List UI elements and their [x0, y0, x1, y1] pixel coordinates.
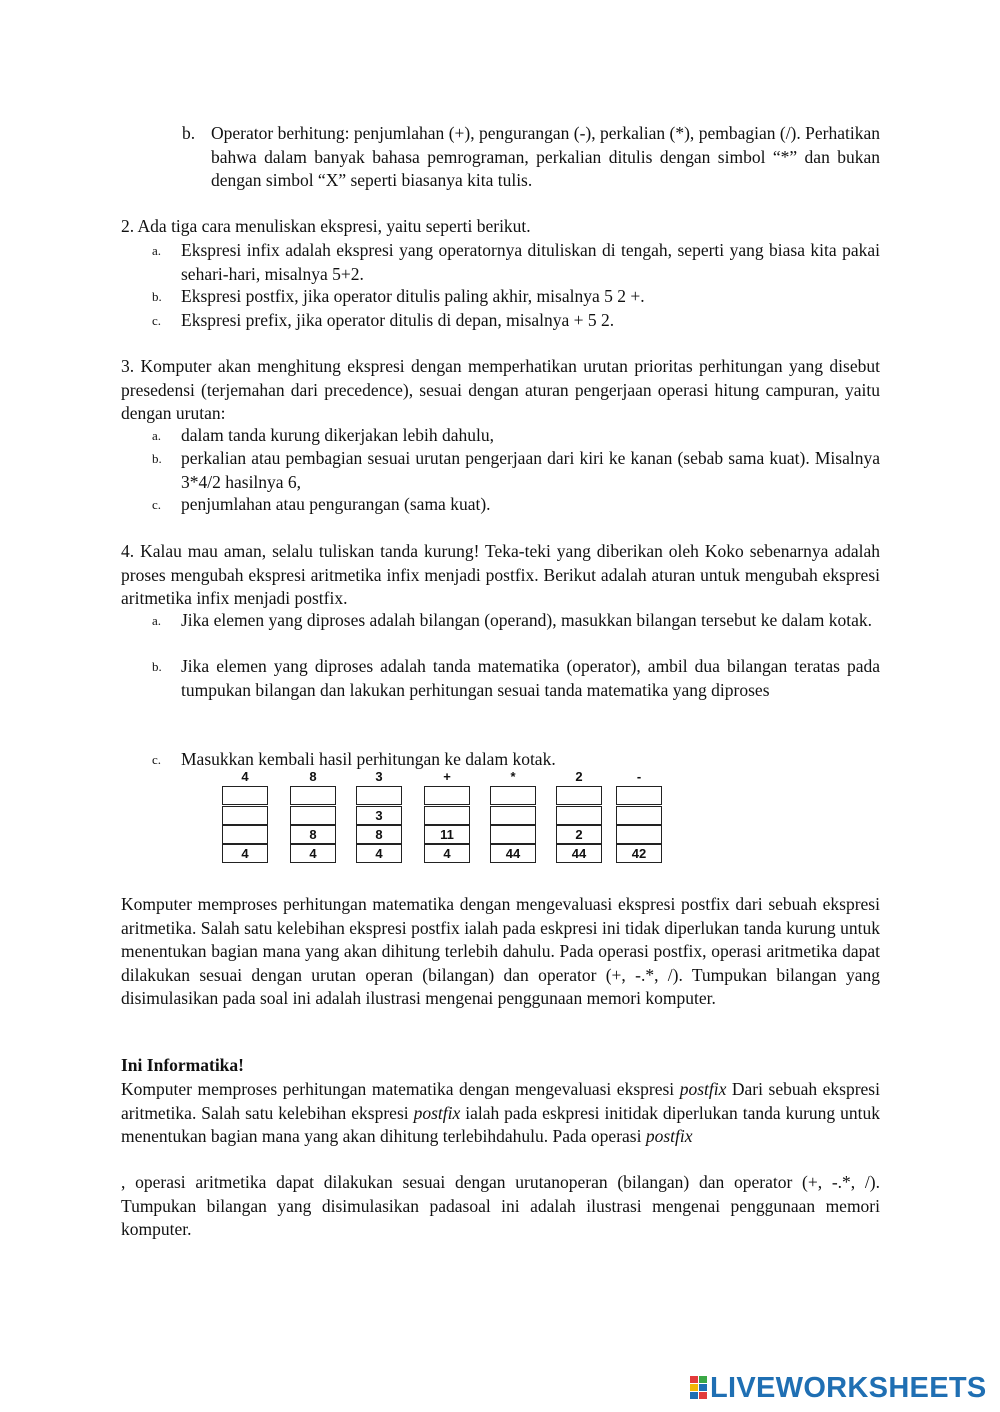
stack-header: *: [510, 769, 516, 784]
stack-cell: 4: [424, 844, 470, 863]
list-marker: a.: [152, 428, 162, 443]
stack-column: [490, 770, 536, 865]
list-item: Jika elemen yang diproses adalah bilangan (operand), masukkan bilangan tersebut ke dalam kotak.: [181, 610, 873, 630]
stack-cell: 44: [556, 844, 602, 863]
informatika-italic: postfix: [413, 1102, 461, 1123]
list-marker: b.: [152, 289, 162, 304]
stack-cell: [356, 786, 402, 805]
stack-cell: [490, 786, 536, 805]
stack-header: 8: [309, 769, 317, 784]
informatika-text: ialah pada eskpresi initidak diperlukan tanda kurung untuk menentukan bagian mana yang akan dihitung terlebihdahulu. Pada operasi: [121, 1102, 880, 1146]
stack-cell: 4: [290, 844, 336, 863]
list-marker: c.: [152, 497, 162, 512]
list-marker: b.: [152, 659, 162, 674]
list-item: perkalian atau pembagian sesuai urutan pengerjaan dari kiri ke kanan (sebab sama kuat). Misalnya 3*4/2 hasilnya 6,: [181, 448, 880, 492]
stack-cell: [490, 825, 536, 844]
stack-cell: [616, 825, 662, 844]
stack-cell: 8: [290, 825, 336, 844]
stack-header: +: [443, 769, 451, 784]
stack-column: [290, 770, 336, 865]
list-item: Ekspresi prefix, jika operator ditulis di depan, misalnya + 5 2.: [181, 310, 615, 330]
stack-cell: [556, 806, 602, 825]
postfix-paragraph: Komputer memproses perhitungan matematika dengan mengevaluasi ekspresi postfix dari sebuah ekspresi aritmetika. Salah satu kelebihan ekspresi postfix ialah pada eskpresi ini tidak diperlukan tanda kurung untuk menentukan bagian mana yang akan dihitung terlebih dahulu. Pada operasi postfix, operasi aritmetika dapat dilakukan sesuai dengan urutan operan (bilangan) dan operator (+, -.*, /). Tumpukan bilangan yang disimulasikan pada soal ini adalah ilustrasi mengenai penggunaan memori komputer.: [121, 894, 880, 1008]
list-item: penjumlahan atau pengurangan (sama kuat).: [181, 494, 491, 514]
list-marker: c.: [152, 752, 162, 767]
list-marker: b.: [182, 123, 196, 143]
stack-column: [222, 770, 268, 865]
stack-cell: 4: [222, 844, 268, 863]
stack-header: 3: [375, 769, 383, 784]
stack-cell: 2: [556, 825, 602, 844]
stack-header: 4: [241, 769, 249, 784]
section-3-intro: 3. Komputer akan menghitung ekspresi dengan memperhatikan urutan prioritas perhitungan yang disebut presedensi (terjemahan dari precedence), sesuai dengan aturan pengerjaan operasi hitung campuran, yaitu dengan urutan:: [121, 356, 880, 423]
list-marker: c.: [152, 313, 162, 328]
stack-cell: 4: [356, 844, 402, 863]
stack-cell: 11: [424, 825, 470, 844]
informatika-paragraph-1: [121, 1078, 880, 1149]
stack-cell: 8: [356, 825, 402, 844]
list-item: dalam tanda kurung dikerjakan lebih dahulu,: [181, 425, 494, 445]
stack-cell: [290, 806, 336, 825]
stack-cell: [424, 786, 470, 805]
stack-cell: 44: [490, 844, 536, 863]
stack-cell: [424, 806, 470, 825]
stack-cell: 3: [356, 806, 402, 825]
list-item: Jika elemen yang diproses adalah tanda matematika (operator), ambil dua bilangan teratas pada tumpukan bilangan dan lakukan perhitungan sesuai tanda matematika yang diproses: [181, 656, 880, 700]
stack-header: 2: [575, 769, 583, 784]
informatika-text: Komputer memproses perhitungan matematika dengan mengevaluasi ekspresi: [121, 1079, 680, 1099]
logo-text: LIVEWORKSHEETS: [710, 1372, 987, 1404]
list-item: Masukkan kembali hasil perhitungan ke dalam kotak.: [181, 749, 556, 769]
stack-cell: [290, 786, 336, 805]
informatika-italic: postfix: [645, 1126, 693, 1146]
stack-column: [556, 770, 602, 865]
list-marker: b.: [152, 451, 162, 466]
informatika-heading: Ini Informatika!: [121, 1055, 244, 1075]
stack-cell: [616, 806, 662, 825]
informatika-paragraph-2: , operasi aritmetika dapat dilakukan sesuai dengan urutanoperan (bilangan) dan operator (+, -.*, /). Tumpukan bilangan yang disimulasikan padasoal ini adalah ilustrasi mengenai penggunaan memori komputer.: [121, 1172, 880, 1239]
stack-figure: [222, 770, 666, 865]
stack-cell: [490, 806, 536, 825]
stack-cell: [222, 825, 268, 844]
list-item: Ekspresi infix adalah ekspresi yang operatornya dituliskan di tengah, seperti yang biasa kita pakai sehari-hari, misalnya 5+2.: [181, 240, 880, 284]
list-item: Ekspresi postfix, jika operator ditulis paling akhir, misalnya 5 2 +.: [181, 286, 645, 306]
list-marker: a.: [152, 613, 162, 628]
stack-column: [616, 770, 662, 865]
stack-cell: 42: [616, 844, 662, 863]
stack-cell: [222, 786, 268, 805]
stack-header: -: [636, 769, 642, 784]
operator-paragraph: Operator berhitung: penjumlahan (+), pengurangan (-), perkalian (*), pembagian (/). Perhatikan bahwa dalam banyak bahasa pemrograman, perkalian ditulis dengan simbol “*” dan bukan dengan simbol “X” seperti biasanya kita tulis.: [211, 123, 880, 190]
stack-cell: [616, 786, 662, 805]
section-4-intro: 4. Kalau mau aman, selalu tuliskan tanda kurung! Teka-teki yang diberikan oleh Koko sebenarnya adalah proses mengubah ekspresi aritmetika infix menjadi postfix. Berikut adalah aturan untuk mengubah ekspresi aritmetika infix menjadi postfix.: [121, 541, 880, 608]
stack-cell: [222, 806, 268, 825]
section-2-intro: 2. Ada tiga cara menuliskan ekspresi, yaitu seperti berikut.: [121, 216, 531, 236]
liveworksheets-logo: [690, 1372, 990, 1404]
stack-column: [424, 770, 470, 865]
list-marker: a.: [152, 243, 162, 258]
liveworksheets-logo-icon: [690, 1376, 708, 1400]
stack-column: [356, 770, 402, 865]
informatika-text: Dari sebuah ekspresi aritmetika. Salah satu kelebihan ekspresi: [121, 1079, 880, 1123]
stack-cell: [556, 786, 602, 805]
informatika-italic: postfix: [679, 1079, 727, 1099]
